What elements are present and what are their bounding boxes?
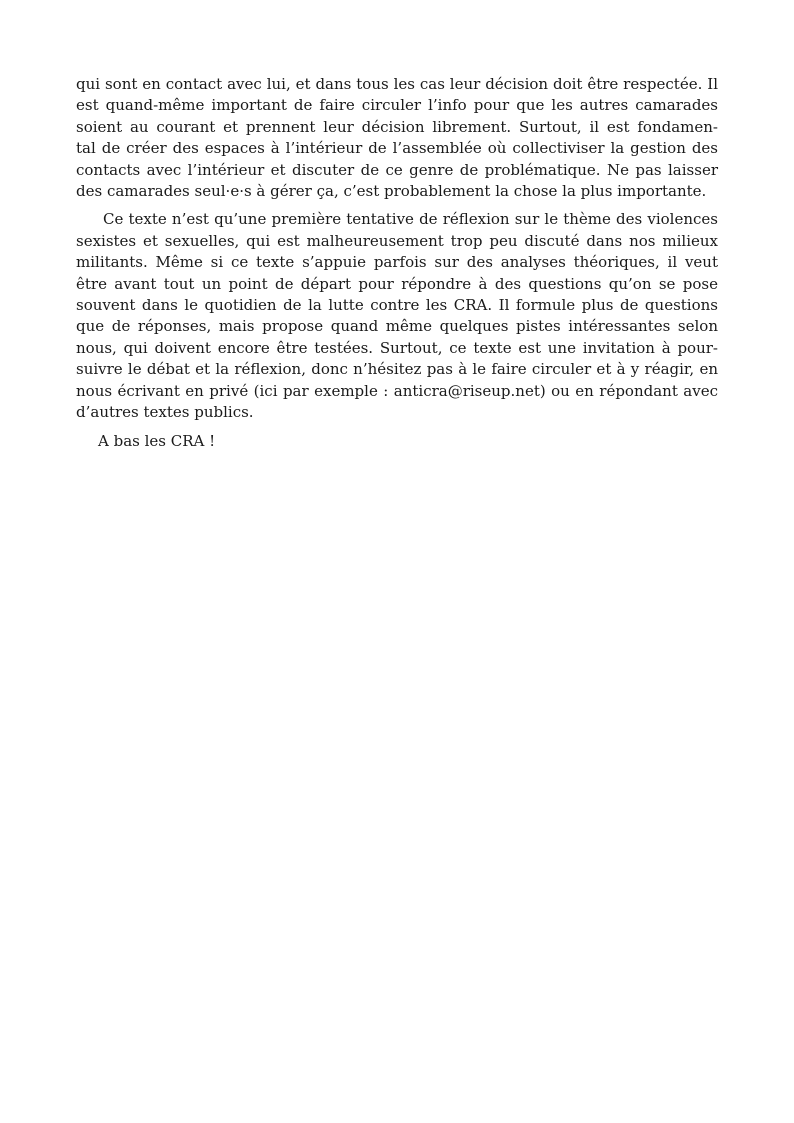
text-line: d’autres textes publics. (76, 403, 254, 422)
text-line: tal de créer des espaces à l’intérieur de l’assemblée où collectiviser la gestion des (76, 139, 718, 158)
text-line: militants. Même si ce texte s’appuie parfois sur des analyses théoriques, il veut (76, 253, 718, 272)
text-line: est quand-même important de faire circuler l’info pour que les autres camarades (76, 96, 718, 115)
paragraph-1 (76, 74, 718, 202)
closing-line: A bas les CRA ! (98, 431, 216, 450)
text-line: qui sont en contact avec lui, et dans tous les cas leur décision doit être respectée. Il (76, 75, 718, 93)
paragraph-3 (76, 431, 718, 452)
text-line: Ce texte n’est qu’une première tentative de réflexion sur le thème des violences (103, 210, 718, 229)
text-line: que de réponses, mais propose quand même quelques pistes intéressantes selon (76, 317, 718, 336)
document-page (76, 74, 718, 452)
text-line: soient au courant et prennent leur décision librement. Surtout, il est fondamen- (76, 117, 718, 136)
text-line: nous, qui doivent encore être testées. Surtout, ce texte est une invitation à pour- (76, 338, 718, 357)
text-line: être avant tout un point de départ pour répondre à des questions qu’on se pose (76, 274, 718, 293)
text-line: des camarades seul·e·s à gérer ça, c’est probablement la chose la plus importante. (76, 182, 707, 201)
text-line: contacts avec l’intérieur et discuter de ce genre de problématique. Ne pas laisser (76, 160, 718, 179)
paragraph-2 (76, 209, 718, 423)
text-line: sexistes et sexuelles, qui est malheureusement trop peu discuté dans nos milieux (76, 231, 718, 250)
text-line: nous écrivant en privé (ici par exemple : anticra@riseup.net) ou en répondant avec (76, 381, 718, 400)
text-line: suivre le débat et la réflexion, donc n’hésitez pas à le faire circuler et à y réagir, en (76, 360, 718, 379)
text-line: souvent dans le quotidien de la lutte contre les CRA. Il formule plus de questions (76, 296, 718, 315)
